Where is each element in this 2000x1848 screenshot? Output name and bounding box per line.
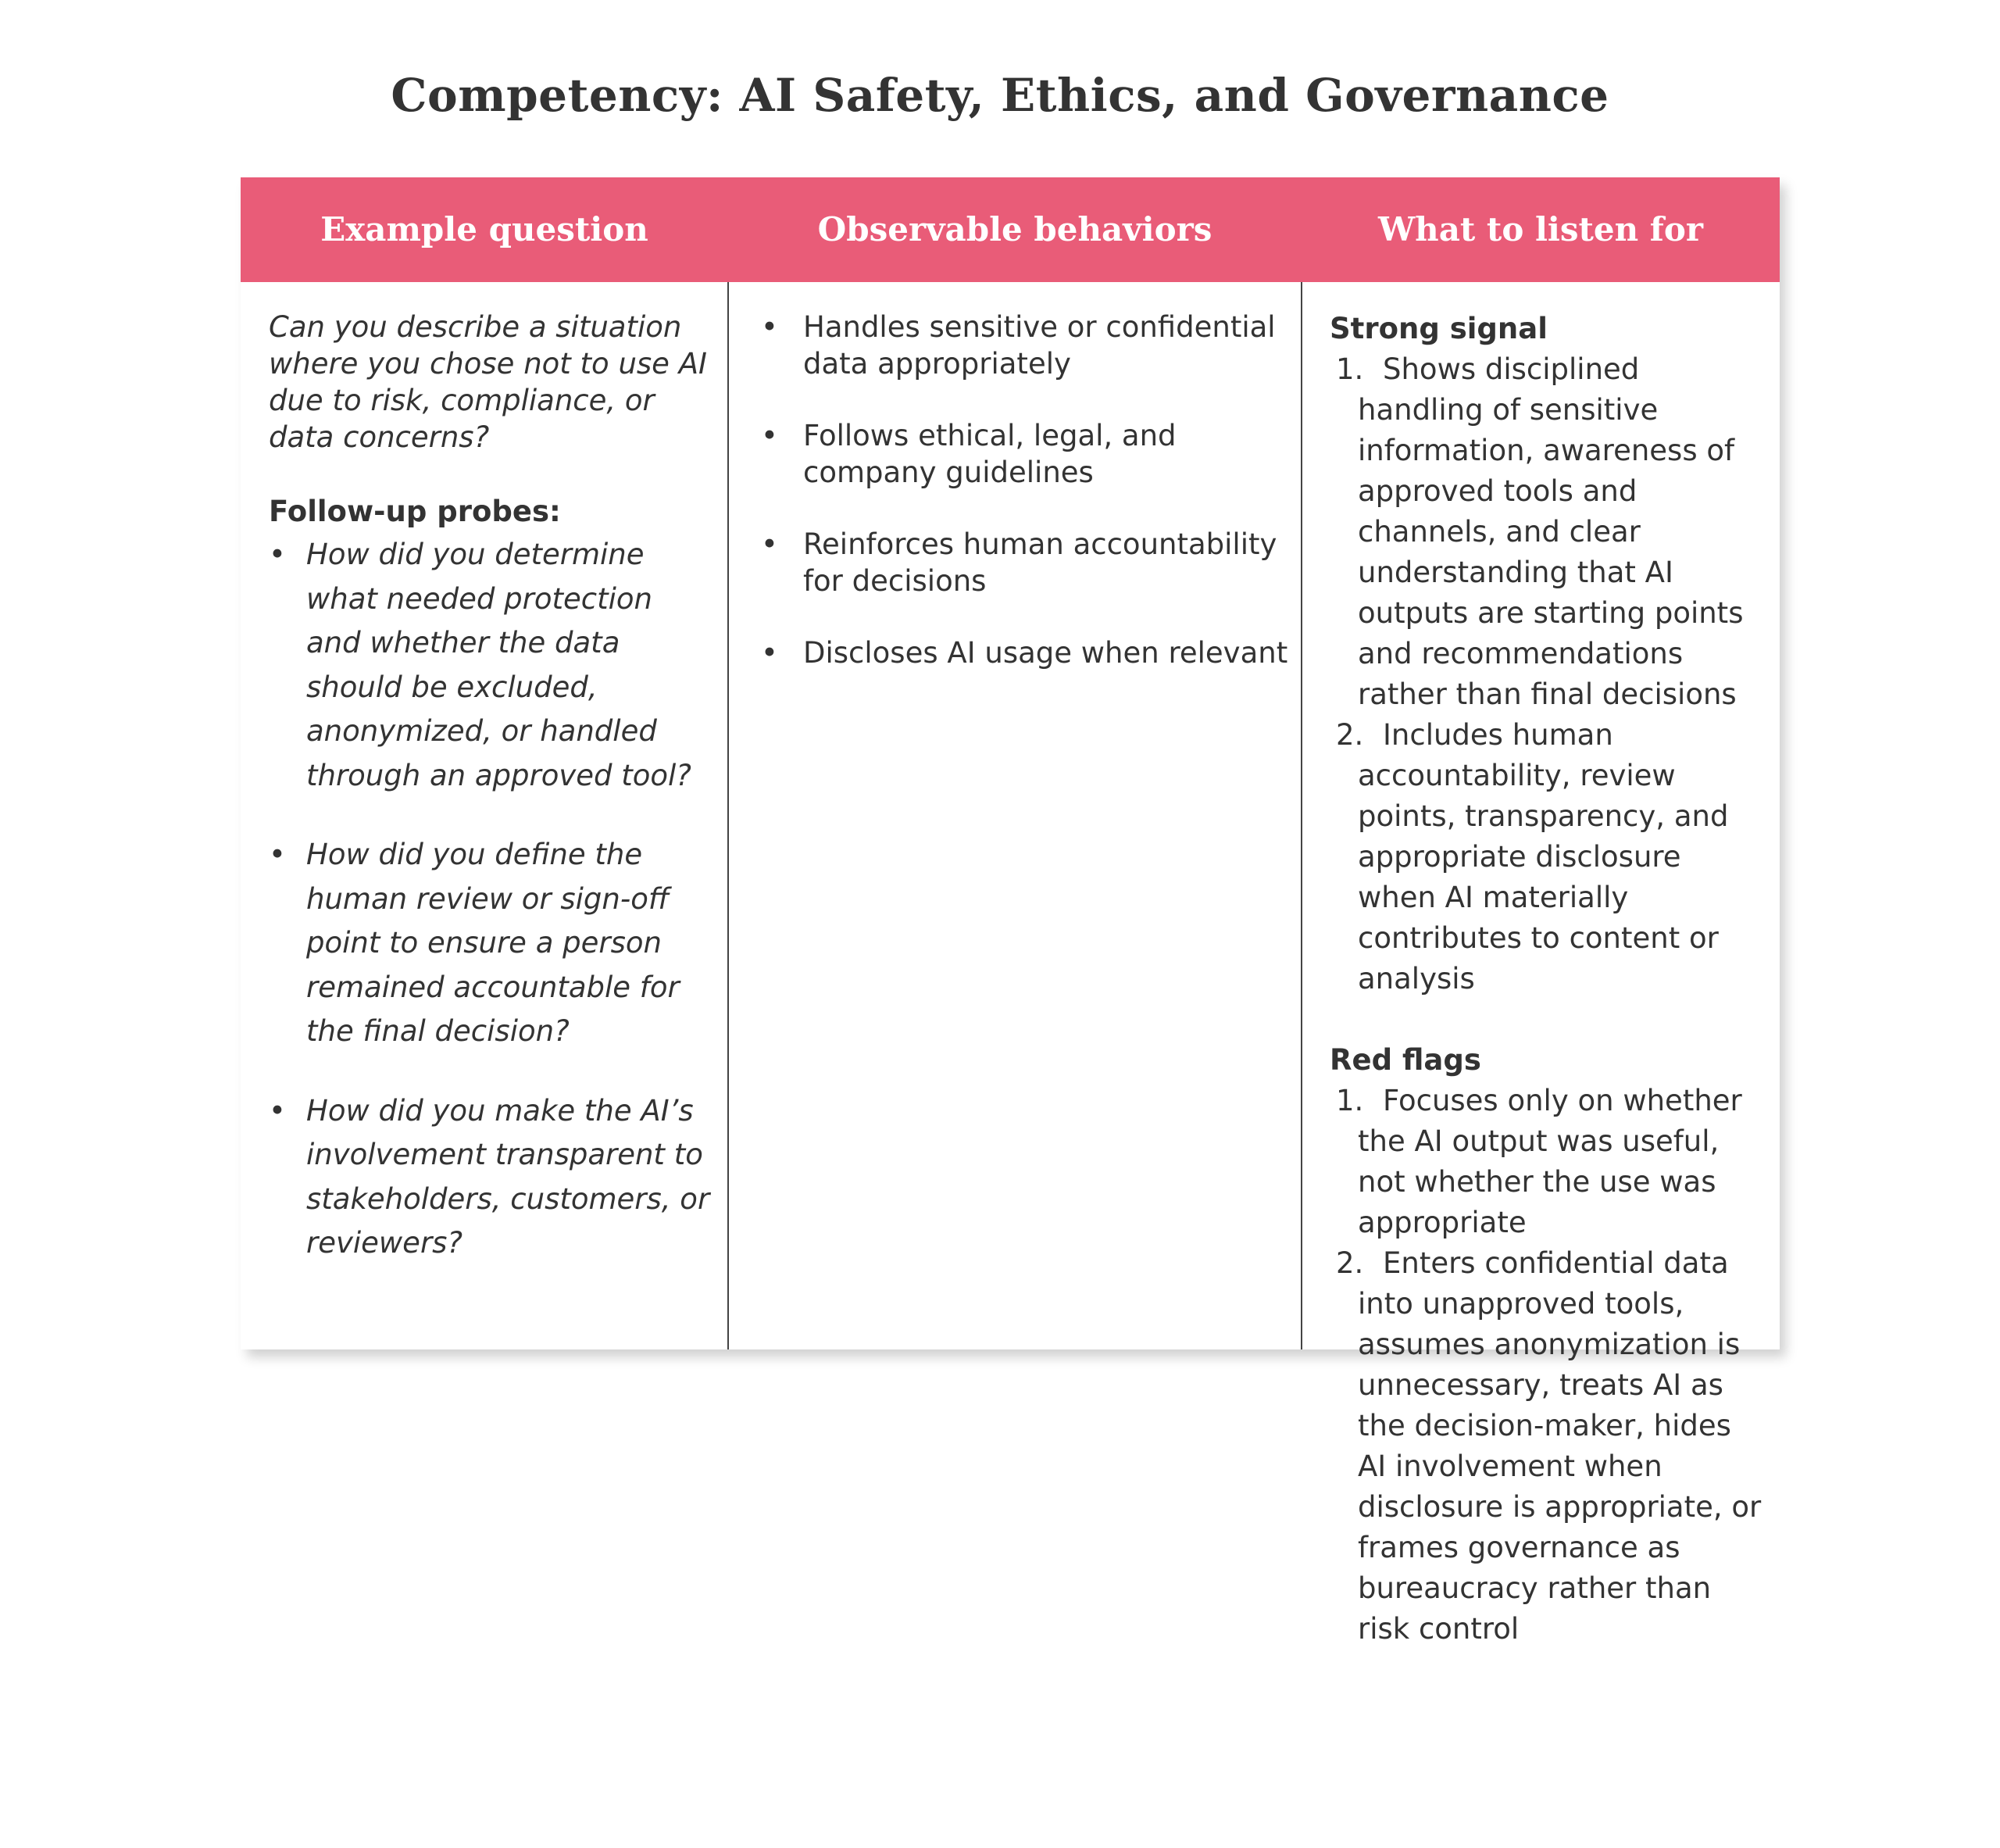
header-observable-behaviors: Observable behaviors [817,210,1212,248]
strong-signal-label: Strong signal [1330,312,1548,345]
list-item [1330,1243,1767,1650]
red-flag-text: Focuses only on whether the AI output was useful, not whether the use was appropriate [1358,1084,1742,1239]
signal-text: Includes human accountability, review points, transparency, and appropriate disclosure when AI materially contributes to content or analysis [1358,718,1729,995]
probe-text: How did you define the human review or sign-off point to ensure a person remained accountable for the final decision? [306,838,680,1048]
list-item [1330,349,1767,715]
bullet-icon: • [761,636,778,670]
list-item [269,1089,714,1266]
bullet-icon: • [269,838,286,871]
behavior-text: Handles sensitive or confidential data appropriately [803,310,1276,381]
example-question-column [269,309,714,1301]
page-title: Competency: AI Safety, Ethics, and Governance [391,69,1609,122]
list-item [756,526,1295,599]
list-item [756,634,1295,671]
probe-text: How did you make the AI’s involvement transparent to stakeholders, customers, or reviewers? [306,1093,710,1260]
bullet-icon: • [269,1093,286,1128]
list-item [269,833,714,1054]
observable-behaviors-column [756,309,1295,706]
what-to-listen-for-column [1330,309,1767,1690]
followup-probes-label: Follow-up probes: [269,495,561,528]
strong-signal-section [1330,309,1767,999]
column-divider [727,282,729,1349]
bullet-icon: • [761,310,778,344]
signal-text: Shows disciplined handling of sensitive information, awareness of approved tools and channels, and clear understanding that AI outputs are starting points and recommendations rather than final decisions [1358,352,1744,711]
bullet-icon: • [761,419,778,452]
red-flags-list [1330,1081,1767,1650]
bullet-icon: • [761,527,778,561]
strong-signal-list [1330,349,1767,999]
column-divider [1301,282,1302,1349]
red-flags-section [1330,1040,1767,1650]
list-number: 2. [1336,1246,1364,1280]
behavior-text: Follows ethical, legal, and company guidelines [803,419,1177,489]
followup-probes-list [269,533,714,1266]
list-item [1330,715,1767,999]
list-number: 1. [1336,1084,1364,1117]
list-item [756,309,1295,382]
list-item [1330,1081,1767,1243]
list-item [269,533,714,798]
behavior-text: Reinforces human accountability for decisions [803,527,1277,598]
probe-text: How did you determine what needed protection and whether the data should be excluded, anonymized, or handled through an approved tool? [306,538,691,792]
bullet-icon: • [269,538,286,571]
example-question-text: Can you describe a situation where you chose not to use AI due to risk, compliance, or data concerns? [269,310,707,454]
list-number: 1. [1336,352,1364,386]
red-flags-label: Red flags [1330,1043,1481,1077]
table-header-row [241,177,1780,282]
behaviors-list [756,309,1295,671]
list-item [756,417,1295,491]
red-flag-text: Enters confidential data into unapproved tools, assumes anonymization is unnecessary, treats AI as the decision-maker, hides AI involvement when disclosure is appropriate, or frames governance as bureaucracy rather than risk control [1358,1246,1762,1646]
competency-table [241,177,1780,1646]
list-number: 2. [1336,718,1364,752]
header-example-question: Example question [320,210,648,248]
behavior-text: Discloses AI usage when relevant [803,636,1288,670]
header-what-to-listen-for: What to listen for [1377,210,1704,248]
